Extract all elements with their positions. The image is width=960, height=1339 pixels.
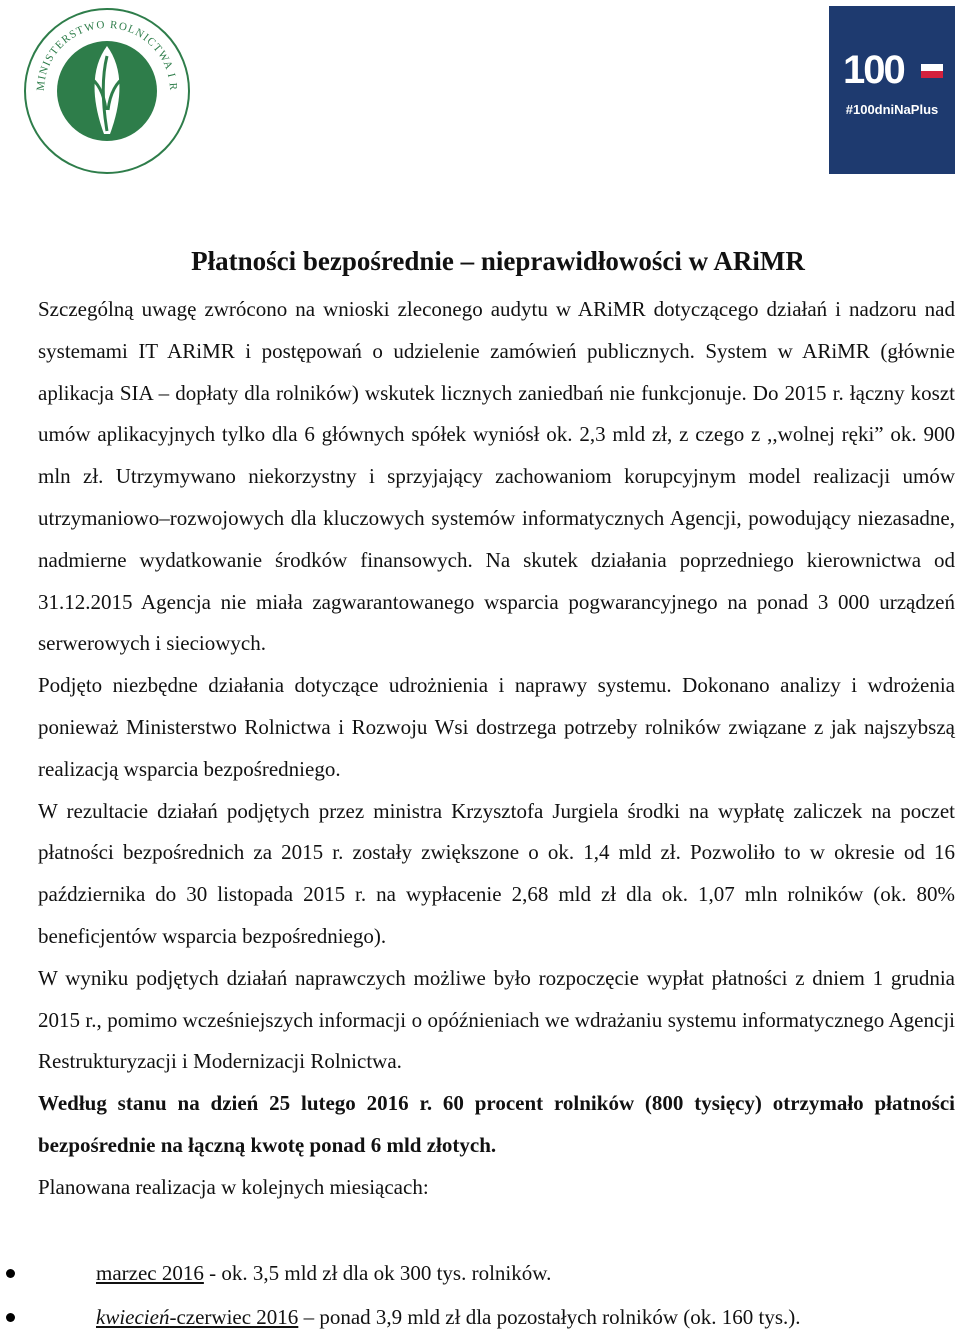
ministry-seal-icon [22, 6, 192, 176]
plan-text: – ponad 3,9 mld zł dla pozostałych rolników (ok. 160 tys.). [298, 1305, 801, 1329]
campaign-number: 100 [843, 48, 904, 92]
plan-period: kwiecień-czerwiec 2016 [96, 1305, 299, 1329]
paragraph-highlight: Według stanu na dzień 25 lutego 2016 r. 60 procent rolników (800 tysięcy) otrzymało płatności bezpośrednie na łączną kwotę ponad 6 mld złotych. [38, 1091, 955, 1157]
plan-intro: Planowana realizacja w kolejnych miesiącach: [38, 1174, 429, 1199]
ministry-seal-text: MINISTERSTWO ROLNICTWA I R [34, 18, 180, 92]
campaign-hashtag: #100dniNaPlus [845, 102, 939, 117]
paragraph-audit: Szczególną uwagę zwrócono na wnioski zleconego audytu w ARiMR dotyczącego działań i nadzoru nad systemami IT ARiMR i postępowań o udzielenie zamówień publicznych. System w ARiMR (głównie aplikacja SIA – dopłaty dla rolników) wskutek licznych zaniedbań nie funkcjonuje. Do 2015 r. łączny koszt umów aplikacyjnych tylko dla 6 głównych spółek wyniósł ok. 2,3 mld zł, z czego z ,,wolnej ręki” ok. 900 mln zł. Utrzymywano niekorzystny i sprzyjający zachowaniom korupcyjnym model realizacji umów utrzymaniowo–rozwojowych dla kluczowych systemów informatycznych Agencji, powodujący niezasadne, nadmierne wydatkowanie środków finansowych. Na skutek działania poprzedniego kierownictwa od 31.12.2015 Agencja nie miała zagwarantowanego wsparcia pogwarancyjnego na ponad 3 000 urządzeń serwerowych i sieciowych. [38, 297, 955, 656]
document-title: Płatności bezpośrednie – nieprawidłowości w ARiMR [191, 246, 805, 276]
plan-list [0, 1251, 960, 1339]
document-body [38, 289, 955, 1209]
ministry-logo [22, 6, 192, 176]
paragraph-payments-start: W wyniku podjętych działań naprawczych możliwe było rozpoczęcie wypłat płatności z dniem 1 grudnia 2015 r., pomimo wcześniejszych informacji o opóźnieniach we wdrażaniu systemu informatycznego Agencji Restrukturyzacji i Modernizacji Rolnictwa. [38, 965, 955, 1074]
bullet-icon [6, 1313, 15, 1322]
flag-red-stripe [921, 71, 943, 78]
paragraph-repair: Podjęto niezbędne działania dotyczące udrożnienia i naprawy systemu. Dokonano analizy i wdrożenia ponieważ Ministerstwo Rolnictwa i Rozwoju Wsi dostrzega potrzeby rolników związane z jak najszybszą realizacją wsparcia bezpośredniego. [38, 673, 955, 781]
list-item [0, 1295, 960, 1339]
plan-period: marzec 2016 [96, 1261, 204, 1285]
campaign-logo [829, 6, 955, 174]
paragraph-advances: W rezultacie działań podjętych przez ministra Krzysztofa Jurgiela środki na wypłatę zaliczek na poczet płatności bezpośrednich za 2015 r. zostały zwiększone o ok. 1,4 mld zł. Pozwoliło to w okresie od 16 października do 30 listopada 2015 r. na wypłacenie 2,68 mld zł dla ok. 1,07 mln rolników (ok. 80% beneficjentów wsparcia bezpośredniego). [38, 798, 955, 948]
plan-text: - ok. 3,5 mld zł dla ok 300 tys. rolników. [203, 1261, 552, 1285]
bullet-icon [6, 1269, 15, 1278]
list-item [0, 1251, 960, 1295]
